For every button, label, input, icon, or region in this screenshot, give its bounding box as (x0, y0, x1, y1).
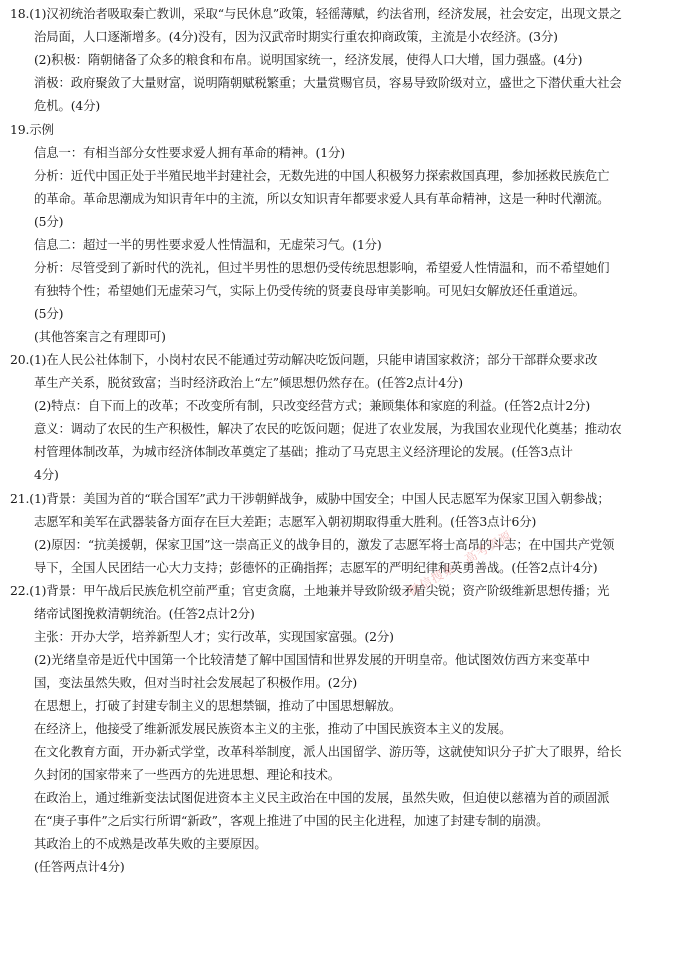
watermark: 微信搜索：高考资源 (406, 528, 515, 599)
text-line: (2)特点：自下而上的改革；不改变所有制，只改变经营方式；兼顾集体和家庭的利益。(任答2点计2分) (34, 398, 591, 413)
text-line: 18.(1)汉初统治者吸取秦亡教训，采取“与民休息”政策，轻徭薄赋，约法省刑，经济发展，社会安定，出现文景之 (10, 6, 622, 21)
text-line: 在“庚子事件”之后实行所谓“新政”，客观上推进了中国的民主化进程，加速了封建专制的崩溃。 (34, 813, 549, 828)
text-line: 4分) (34, 467, 59, 482)
text-line: 在经济上，他接受了维新派发展民族资本主义的主张，推动了中国民族资本主义的发展。 (34, 721, 512, 736)
text-line: 其政治上的不成熟是改革失败的主要原因。 (34, 836, 267, 851)
text-line: 革生产关系，脱贫致富；当时经济政治上“左”倾思想仍然存在。(任答2点计4分) (34, 375, 463, 390)
text-line: 在政治上，通过维新变法试图促进资本主义民主政治在中国的发展，虽然失败，但迫使以慈禧为首的顽固派 (34, 790, 610, 805)
text-line: 分析：尽管受到了新时代的洗礼，但过半男性的思想仍受传统思想影响，希望爱人性情温和，而不希望她们 (34, 260, 610, 275)
text-line: 的革命。革命思潮成为知识青年中的主流，所以女知识青年都要求爱人具有革命精神，这是一种时代潮流。 (34, 191, 610, 206)
text-line: 村管理体制改革，为城市经济体制改革奠定了基础；推动了马克思主义经济理论的发展。(任答3点计 (34, 444, 573, 459)
text-line: 主张：开办大学，培养新型人才；实行改革，实现国家富强。(2分) (34, 629, 394, 644)
text-line: 信息一：有相当部分女性要求爱人拥有革命的精神。(1分) (34, 145, 345, 160)
text-line: (2)原因：“抗美援朝，保家卫国”这一崇高正义的战争目的，激发了志愿军将士高昂的斗志；在中国共产党领 (34, 537, 615, 552)
text-line: (5分) (34, 214, 64, 229)
text-line: (2)光绪皇帝是近代中国第一个比较清楚了解中国国情和世界发展的开明皇帝。他试图效仿西方来变革中 (34, 652, 590, 667)
text-line: 导下，全国人民团结一心大力支持；彭德怀的正确指挥；志愿军的严明纪律和英勇善战。(任答2点计4分) (34, 560, 598, 575)
text-line: 治局面，人口逐渐增多。(4分)没有，因为汉武帝时期实行重农抑商政策，主流是小农经济。(3分) (34, 29, 558, 44)
text-line: 消极：政府聚敛了大量财富，说明隋朝赋税繁重；大量赏赐官员，容易导致阶级对立，盛世之下潜伏重大社会 (34, 75, 622, 90)
text-line: 危机。(4分) (34, 98, 101, 113)
text-line: 信息二：超过一半的男性要求爱人性情温和，无虚荣习气。(1分) (34, 237, 382, 252)
text-line: (5分) (34, 306, 64, 321)
text-line: 20.(1)在人民公社体制下，小岗村农民不能通过劳动解决吃饭问题，只能申请国家救济；部分干部群众要求改 (10, 352, 598, 367)
text-line: 21.(1)背景：美国为首的“联合国军”武力干涉朝鲜战争，威胁中国安全；中国人民志愿军为保家卫国入朝参战； (10, 491, 610, 506)
text-line: (任答两点计4分) (34, 859, 125, 874)
text-line: 在文化教育方面，开办新式学堂，改革科举制度，派人出国留学、游历等，这就使知识分子扩大了眼界，给长 (34, 744, 622, 759)
text-line: 分析：近代中国正处于半殖民地半封建社会，无数先进的中国人积极努力探索救国真理，参加拯救民族危亡 (34, 168, 610, 183)
text-line: 在思想上，打破了封建专制主义的思想禁锢，推动了中国思想解放。 (34, 698, 402, 713)
text-line: 绪帝试图挽救清朝统治。(任答2点计2分) (34, 606, 255, 621)
text-line: 19.示例 (10, 122, 54, 137)
text-line: 国，变法虽然失败，但对当时社会发展起了积极作用。(2分) (34, 675, 358, 690)
text-line: (其他答案言之有理即可) (34, 329, 166, 344)
text-line: 志愿军和美军在武器装备方面存在巨大差距；志愿军入朝初期取得重大胜利。(任答3点计6分) (34, 514, 537, 529)
text-line: 22.(1)背景：甲午战后民族危机空前严重；官吏贪腐，土地兼并导致阶级矛盾尖锐；资产阶级维新思想传播；光 (10, 583, 610, 598)
text-line: 意义：调动了农民的生产积极性，解决了农民的吃饭问题；促进了农业发展，为我国农业现代化奠基；推动农 (34, 421, 622, 436)
text-line: 久封闭的国家带来了一些西方的先进思想、理论和技术。 (34, 767, 341, 782)
text-line: (2)积极：隋朝储备了众多的粮食和布帛。说明国家统一，经济发展，使得人口大增，国力强盛。(4分) (34, 52, 583, 67)
text-line: 有独特个性；希望她们无虚荣习气，实际上仍受传统的贤妻良母审美影响。可见妇女解放还任重道远。 (34, 283, 585, 298)
